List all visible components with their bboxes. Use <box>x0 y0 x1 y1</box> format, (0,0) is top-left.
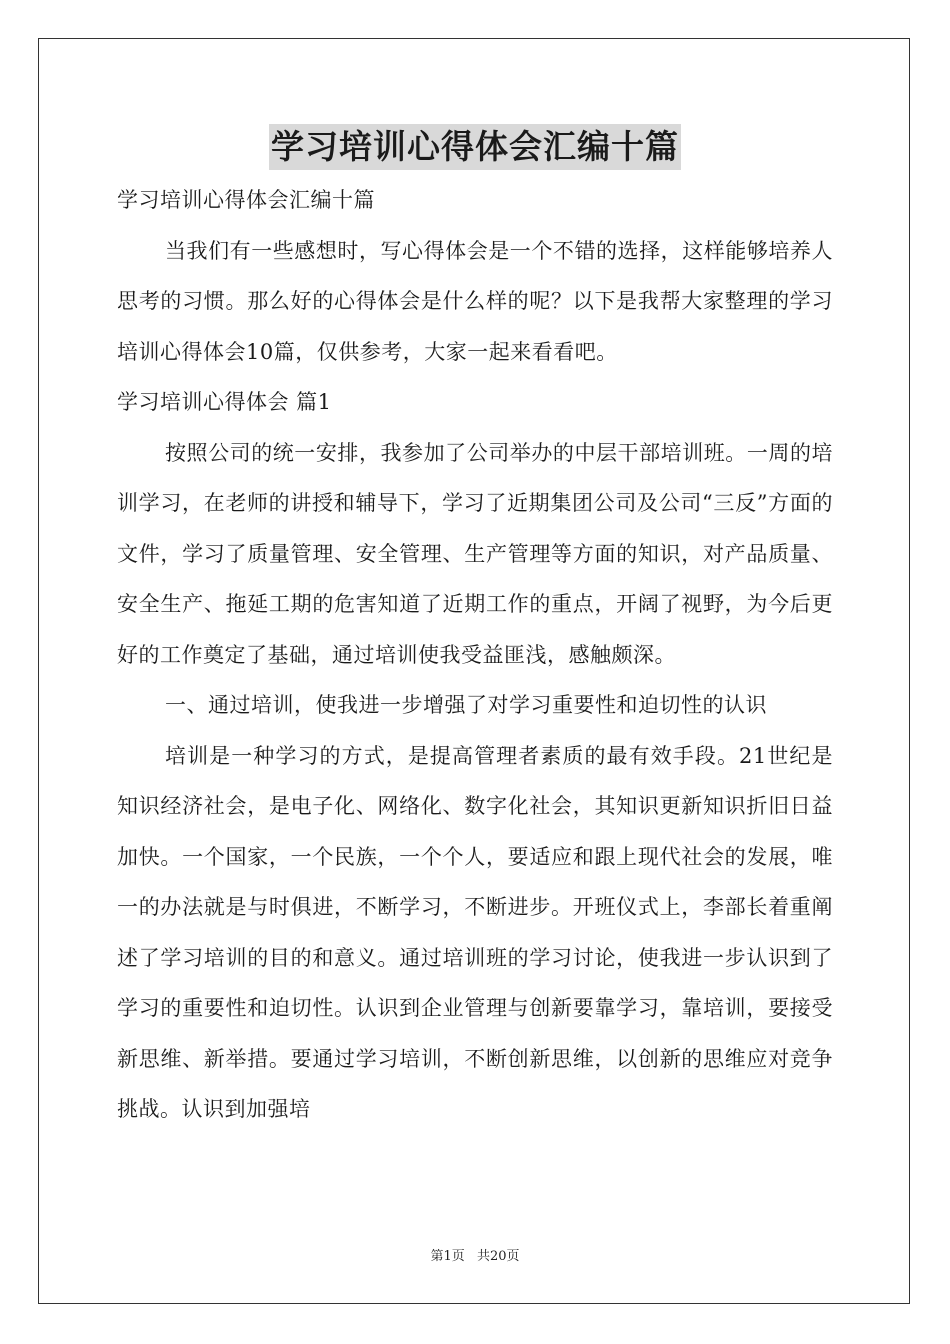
paragraph-section-heading: 学习培训心得体会 篇1 <box>117 390 332 414</box>
title-container <box>0 124 950 170</box>
document-body <box>117 175 833 1135</box>
paragraph-body: 培训是一种学习的方式，是提高管理者素质的最有效手段。21世纪是知识经济社会，是电子化、网络化、数字化社会，其知识更新知识折旧日益加快。一个国家，一个民族，一个个人，要适应和跟上现代社会的发展，唯一的办法就是与时俱进，不断学习，不断进步。开班仪式上，李部长着重阐述了学习培训的目的和意义。通过培训班的学习讨论，使我进一步认识到了学习的重要性和迫切性。认识到企业管理与创新要靠学习，靠培训，要接受新思维、新举措。要通过学习培训，不断创新思维，以创新的思维应对竞争挑战。认识到加强培 <box>117 743 833 1121</box>
paragraph-intro: 当我们有一些感想时，写心得体会是一个不错的选择，这样能够培养人思考的习惯。那么好的心得体会是什么样的呢？以下是我帮大家整理的学习培训心得体会10篇，仅供参考，大家一起来看看吧。 <box>117 238 833 364</box>
paragraph-subtitle: 学习培训心得体会汇编十篇 <box>117 188 375 212</box>
paragraph-body: 按照公司的统一安排，我参加了公司举办的中层干部培训班。一周的培训学习，在老师的讲授和辅导下，学习了近期集团公司及公司“三反”方面的文件，学习了质量管理、安全管理、生产管理等方面的知识，对产品质量、安全生产、拖延工期的危害知道了近期工作的重点，开阔了视野，为今后更好的工作奠定了基础，通过培训使我受益匪浅，感触颇深。 <box>117 440 833 667</box>
paragraph-point-heading: 一、通过培训，使我进一步增强了对学习重要性和迫切性的认识 <box>165 693 767 717</box>
document-title: 学习培训心得体会汇编十篇 <box>269 124 681 170</box>
page-footer <box>0 1245 950 1264</box>
page-total: 共20页 <box>476 1249 520 1264</box>
page-number: 第1页 <box>430 1249 465 1264</box>
